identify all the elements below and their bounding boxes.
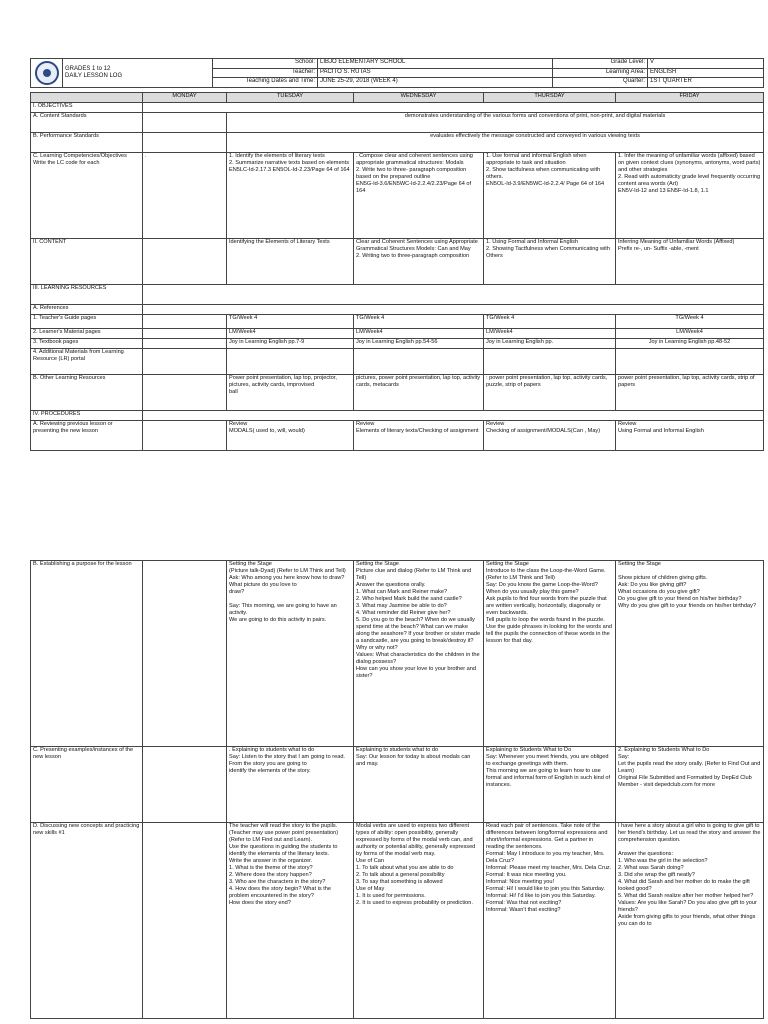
lesson-log-page-2 [30,560,763,1019]
school-label: School: [213,59,318,69]
learners-material-label: 2. Learner's Material pages [31,329,143,339]
content-label: II. CONTENT [31,239,143,285]
quarter-value: 1ST QUARTER [648,78,764,88]
tb-friday: Joy in Learning English pp.48-52 [616,339,764,349]
discussing-concepts-label: D. Discussing new concepts and practicing new skills #1 [31,823,143,1019]
review-thursday: Review Checking of assignment/MODALS(Can , May) [484,421,616,451]
discussing-friday: I have here a story about a girl who is going to give gift to her friend's birthday. Let us read the story and answer the comprehension question. Answer the questions: 1. Who was the girl in the selection? 2. What was Sarah doing? 3. Did she wrap the gift neatly? 4. What did Sarah and her mother do to make the gift looked good? 5. What did Sarah realize after her mother helped her? Values: Are you like Sarah? Do you also give gift to your friends? Aside from giving gifts to your friends, what other things you can do to [616,823,764,1019]
purpose-friday: Setting the Stage Show picture of children giving gifts. Ask: Do you like giving gift? What occasions do you give gift? Do you give gift to your friend on his/her birthday? Why do you give gift to your friends on his/her birthday? [616,561,764,747]
performance-standards-text: evaluates effectively the message constructed and conveyed in various viewing texts [227,133,764,153]
title-line1: GRADES 1 to 12 [65,65,111,72]
dates-label: Teaching Dates and Time: [213,78,318,88]
presenting-tuesday: . Explaining to students what to do Say: Listen to the story that I am going to read. From the story you are going to identify the elements of the story. [227,747,354,823]
competencies-label: C. Learning Competencies/Objectives Write the LC code for each [31,153,143,239]
day-friday: FRIDAY [616,93,764,103]
presenting-examples-label: C. Presenting examples/instances of the new lesson [31,747,143,823]
other-resources-label: B. Other Learning Resources [31,375,143,411]
content-tuesday: Identifying the Elements of Literary Texts [227,239,354,285]
competencies-thursday: 1. Use formal and informal English when appropriate to task and situation 2. Show tactfulness when communicating with others. EN5OL-Id-3.9/EN5WC-Id-2.2.4/ Page 64 of 164 [484,153,616,239]
competencies-monday: . [143,153,227,239]
lm-wednesday: LM/Week4 [354,329,484,339]
day-tuesday: TUESDAY [227,93,354,103]
day-monday: MONDAY [143,93,227,103]
lesson-table-2 [30,560,764,1019]
reviewing-label: A. Reviewing previous lesson or presenting the new lesson [31,421,143,451]
content-standards-text: demonstrates understanding of the various forms and conventions of print, non-print, and digital materials [227,113,764,133]
presenting-friday: 2. Explaining to Students What to Do Say: Let the pupils read the story orally. (Refer to Find Out and Learn) Original File Submitted and Formatted by DepEd Club Member - visit depedclub.com for more [616,747,764,823]
teacher-value: PACITO S. RUTAS [318,68,553,78]
other-friday: power point presentation, lap top, activity cards, strip of papers [616,375,764,411]
other-tuesday: Power point presentation, lap top, projector, pictures, activity cards, improvised ball [227,375,354,411]
competencies-wednesday: . Compose clear and coherent sentences using appropriate grammatical structures: Modals 2. Write two to three- paragraph composition based on the prepared outline EN5G-Id-3.6/EN5WC-Id-2.2.4/2.23/Page 64 of 164 [354,153,484,239]
days-header-row [31,93,764,103]
header-table [30,58,764,88]
presenting-thursday: Explaining to Students What to Do Say: Whenever you meet friends, you are obliged to exchange greetings with them. This morning we are going to learn how to use formal and informal form of English in such kind of instances. [484,747,616,823]
other-wednesday: pictures, power point presentation, lap top, activity cards, metacards [354,375,484,411]
references-label: A. References [31,305,143,315]
day-thursday: THURSDAY [484,93,616,103]
lm-thursday: LM/Week4 [484,329,616,339]
other-thursday: : power point presentation, lap top, activity cards, puzzle, strip of papers [484,375,616,411]
review-wednesday: Review Elements of literary texts/Checking of assignment [354,421,484,451]
tg-thursday: TG/Week 4 [484,315,616,329]
review-friday: Review Using Formal and Informal English [616,421,764,451]
grade-value: V [648,59,764,69]
learning-resources-label: III. LEARNING RESOURCES [31,285,143,305]
lm-friday: LM/Week4 [616,329,764,339]
content-standards-label: A. Content Standards [31,113,143,133]
lesson-log-page-1 [30,58,763,451]
school-value: LIBJO ELEMENTARY SCHOOL [318,59,553,69]
purpose-thursday: Setting the Stage Introduce to the class the Loop-the-Word Game. (Refer to LM Think and Tell) Say: Do you know the game Loop-the-Word? When do you usually play this game? Ask pupils to find four words from the puzzle that are written vertically, horizontally, diagonally or even backwards. Tell pupils to loop the words found in the puzzle. Use the guide phrases in looking for the words and tell the pupils the connection of these words in the lesson for that day. [484,561,616,747]
grade-label: Grade Level: [553,59,648,69]
competencies-tuesday: 1. Identify the elements of literary texts 2. Summarize narrative texts based on elements EN5LC-Id-2.17.3 EN5OL-Id-2.23/Page 64 of 164 [227,153,354,239]
tg-wednesday: TG/Week 4 [354,315,484,329]
purpose-tuesday: Setting the Stage (Picture talk-Dyad) (Refer to LM Think and Tell) Ask: Who among you here know how to draw? What picture do you love to draw? Say: This morning, we are going to have an activity. We are going to do this activity in pairs. [227,561,354,747]
discussing-wednesday: Modal verbs are used to express two different types of ability: open possibility, generally expressed by forms of the modal verb can, and authority or potential ability, generally expressed by forms of the modal verb may. Use of Can 1. To talk about what you are able to do 2. To talk about a general possibility 3. To say that something is allowed Use of May 1. It is used for permissions. 2. It is used to express probability or prediction. [354,823,484,1019]
objectives-label: I. OBJECTIVES [31,103,143,113]
discussing-thursday: Read each pair of sentences. Take note of the differences between long/formal expressions and short/informal expressions. Get a partner in reading the sentences. Formal: May I introduce to you my teacher, Mrs. Dela Cruz? Informal: Please meet my teacher, Mrs. Dela Cruz. Formal: It was nice meeting you. Informal: Nice meeting you! Formal: Hi! I would like to join you this Saturday. Informal: Hi! I'd like to join you this Saturday. Formal: Was that not exciting? Informal: Wasn't that exciting? [484,823,616,1019]
purpose-wednesday: Setting the Stage Picture clue and dialog (Refer to LM Think and Tell) Answer the questions orally. 1. What can Mark and Reiner make? 2. Who helped Mark build the sand castle? 3. What may Jasmine be able to do? 4. What reminder did Reiner give her? 5. Do you go to the beach? When do we usually spend time at the beach? What can we make along the seashore? If your brother or sister made a sandcastle, are you going to break/destroy it? Why or why not? Values: What characteristics do the children in the dialog possess? How can you show your love to your brother and sister? [354,561,484,747]
establishing-purpose-label: B. Establishing a purpose for the lesson [31,561,143,747]
tb-tuesday: Joy in Learning English pp.7-9 [227,339,354,349]
lesson-table-1 [30,92,764,451]
quarter-label: Quarter: [553,78,648,88]
content-friday: Inferring Meaning of Unfamiliar Words (Affixed) Prefix re-, un- Suffix -able, -ment [616,239,764,285]
presenting-wednesday: Explaining to students what to do Say: Our lesson for today is about modals can and may. [354,747,484,823]
tg-tuesday: TG/Week 4 [227,315,354,329]
content-wednesday: Clear and Coherent Sentences using Appropriate Grammatical Structures Models: Can and May 2. Writing two to three-paragraph composition [354,239,484,285]
tb-thursday: Joy in Learning English pp. [484,339,616,349]
tg-friday: TG/Week 4 [616,315,764,329]
area-label: Learning Area: [553,68,648,78]
competencies-friday: 1. Infer the meaning of unfamiliar words (affixed) based on given context clues (synonyms, antonyms, word parts) and other strategies 2. Read with automaticity grade level frequently occurring content area words (Art) EN5V-Id-12 and 13 EN5F-Id-1.8, 1.1 [616,153,764,239]
dates-value: JUNE 25-29, 2018 (WEEK 4) [318,78,553,88]
textbook-label: 3. Textbook pages [31,339,143,349]
discussing-tuesday: The teacher will read the story to the pupils. (Teacher may use power point presentation) (Refer to LM Find out and Learn). Use the questions in guiding the students to identify the elements of the literary texts. Write the answer in the organizer. 1. What is the theme of the story? 2. Where does the story happen? 3. Who are the characters in the story? 4. How does the story begin? What is the problem encountered in the story? How does the story end? [227,823,354,1019]
teacher-label: Teacher: [213,68,318,78]
tb-wednesday: Joy in Learning English pp.54-56 [354,339,484,349]
content-thursday: 1. Using Formal and Informal English 2. Showing Tactfulness when Communicating with Others [484,239,616,285]
day-wednesday: WEDNESDAY [354,93,484,103]
review-tuesday: Review MODALS( used to, will, would) [227,421,354,451]
additional-materials-label: 4. Additional Materials from Learning Resource (LR) portal [31,349,143,375]
area-value: ENGLISH [648,68,764,78]
teachers-guide-label: 1. Teacher's Guide pages [31,315,143,329]
procedures-label: IV. PROCEDURES [31,411,143,421]
deped-seal-icon [31,59,63,88]
title-line2: DAILY LESSON LOG [65,73,123,79]
performance-standards-label: B. Performance Standards [31,133,143,153]
lm-tuesday: LM/Week4 [227,329,354,339]
